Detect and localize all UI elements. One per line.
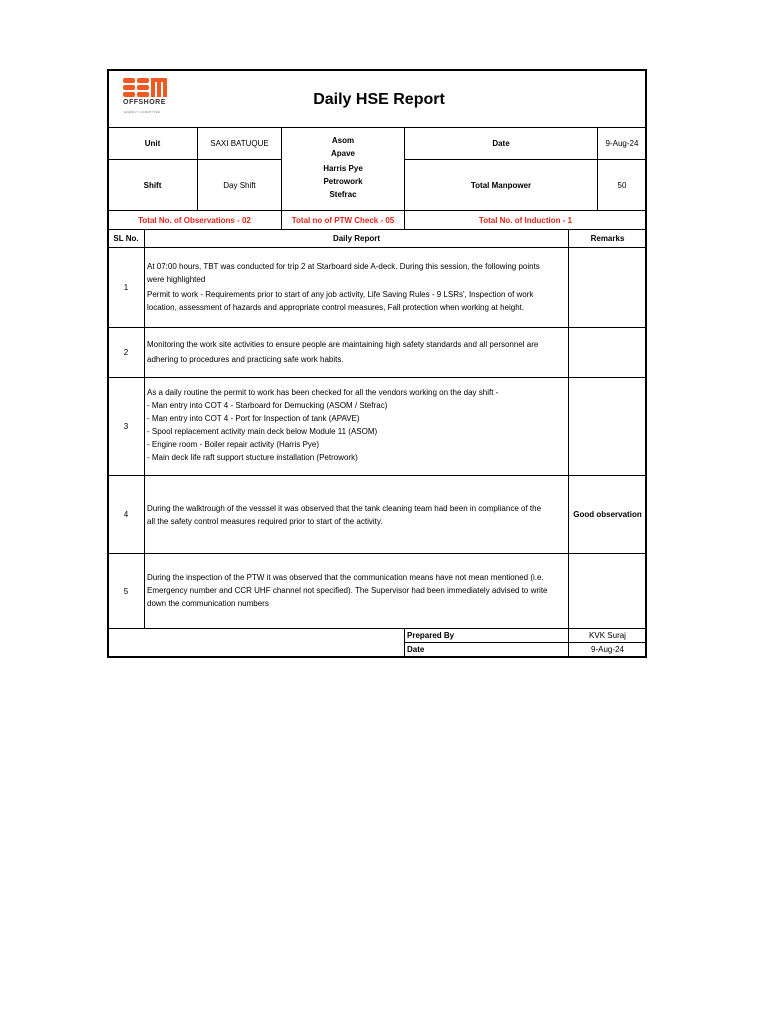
manpower-label: Total Manpower [470, 180, 532, 190]
report-line: As a daily routine the permit to work has been checked for all the vendors working on the day shift - [147, 388, 499, 397]
vendor-item: Apave [330, 149, 355, 158]
report-line: - Main deck life raft support stucture installation (Petrowork) [147, 453, 358, 462]
unit-value: SAXI BATUQUE [210, 139, 269, 148]
footer-date-label: Date [407, 645, 425, 654]
report-line: At 07:00 hours, TBT was conducted for trip 2 at Starboard side A-deck. During this session, the following points [147, 262, 540, 271]
row-sl-number: 3 [123, 422, 129, 431]
vendor-list [282, 134, 404, 201]
divider [108, 377, 646, 378]
company-logo [122, 77, 178, 117]
row-report-text [145, 260, 568, 314]
row-sl-number: 5 [123, 586, 129, 596]
manpower-value: 50 [617, 180, 627, 190]
report-line: Permit to work - Requirements prior to start of any job activity, Life Saving Rules - 9 LSRs', Inspection of work [147, 290, 534, 299]
report-line: Monitoring the work site activities to ensure people are maintaining high safety standards and all personnel are [147, 340, 539, 349]
row-report-text [145, 386, 568, 464]
report-line: all the safety control measures required prior to start of the activity. [147, 517, 383, 526]
row-sl-number: 2 [123, 348, 129, 357]
unit-label: Unit [144, 139, 161, 148]
shift-label: Shift [143, 180, 162, 190]
divider [108, 247, 646, 248]
report-line: Emergency number and CCR UHF channel not specified). The Supervisor had been immediately advised to write [147, 586, 548, 595]
report-line: were highlighted [147, 275, 206, 284]
header-remarks: Remarks [590, 234, 625, 243]
report-line: - Spool replacement activity main deck below Module 11 (ASOM) [147, 427, 378, 436]
report-line: During the walktrough of the vesssel it was observed that the tank cleaning team had been in compliance of the [147, 504, 542, 513]
date-label: Date [492, 139, 510, 148]
divider [108, 553, 646, 554]
report-line: - Man entry into COT 4 - Starboard for Demucking (ASOM / Stefrac) [147, 401, 388, 410]
divider [108, 327, 646, 328]
row-remarks [569, 248, 646, 327]
total-induction: Total No. of Induction - 1 [478, 215, 573, 225]
shift-value: Day Shift [223, 180, 256, 190]
row-remarks [569, 378, 646, 475]
vendor-item: Stefrac [329, 190, 357, 199]
report-line: During the inspection of the PTW it was observed that the communication means have not mean mentioned (i.e. [147, 573, 544, 582]
row-report-text [145, 338, 568, 366]
vendor-item: Harris Pye [323, 164, 363, 173]
date-value: 9-Aug-24 [605, 139, 639, 148]
report-line: adhering to procedures and practicing safe work habits. [147, 355, 344, 364]
row-remarks: Good observation [573, 510, 642, 519]
footer-date-value: 9-Aug-24 [591, 645, 624, 654]
row-sl-number: 4 [123, 510, 129, 519]
prepared-by-label: Prepared By [407, 631, 455, 640]
logo-subtext: ENERGY COMMITTED [124, 110, 161, 114]
vendor-item: Asom [331, 136, 355, 145]
row-report-text [145, 502, 568, 528]
divider [108, 475, 646, 476]
row-remarks [569, 554, 646, 628]
vendor-item: Petrowork [323, 177, 363, 186]
total-observations: Total No. of Observations - 02 [138, 215, 251, 225]
header-daily-report: Daily Report [332, 234, 381, 243]
total-ptw-check: Total no of PTW Check - 05 [291, 215, 395, 225]
report-line: location, assessment of hazards and appropriate control measures, Fall protection when working at height. [147, 303, 525, 312]
logo-text: OFFSHORE [123, 99, 166, 106]
report-line: - Man entry into COT 4 - Port for Inspection of tank (APAVE) [147, 414, 360, 423]
row-report-text [145, 571, 568, 610]
page-title: Daily HSE Report [313, 90, 445, 108]
report-line: - Engine room - Boiler repair activity (Harris Pye) [147, 440, 320, 449]
row-remarks [569, 328, 646, 377]
header-sl-no: SL No. [113, 234, 139, 243]
prepared-by-value: KVK Suraj [589, 631, 626, 640]
sbm-logo-icon [123, 78, 169, 98]
row-sl-number: 1 [123, 283, 129, 292]
report-line: down the communication numbers [147, 599, 269, 608]
